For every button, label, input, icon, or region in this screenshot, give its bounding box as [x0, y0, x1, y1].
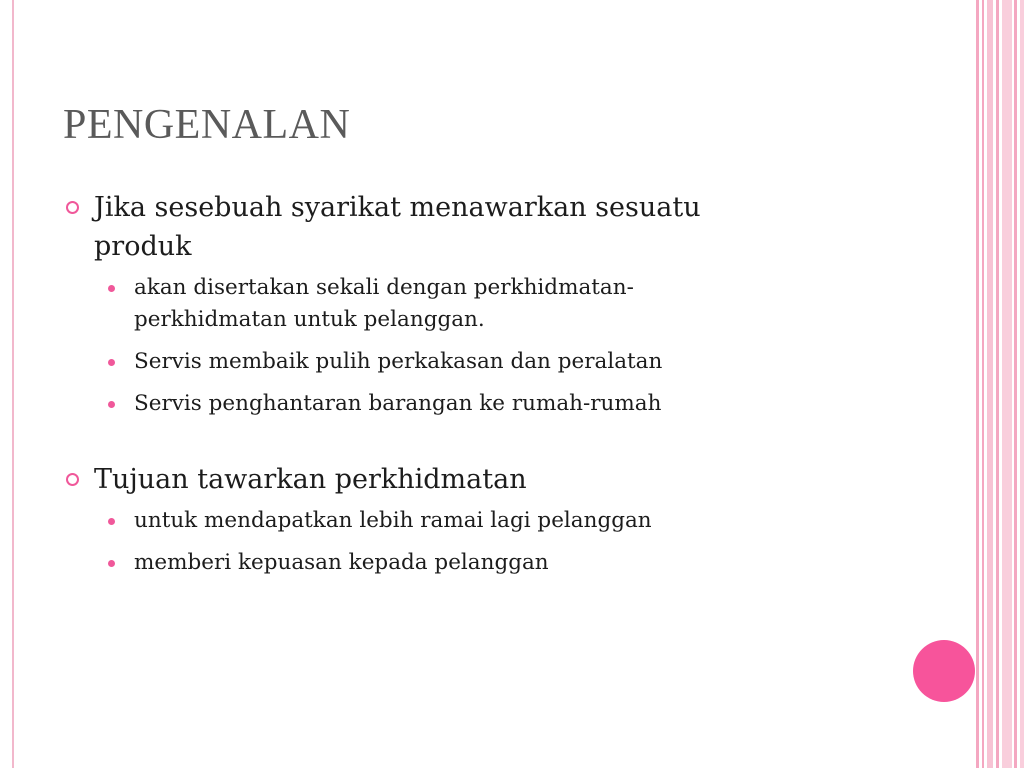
sub-bullet-list: [64, 505, 844, 579]
stripe: [976, 0, 979, 768]
stripe: [996, 0, 999, 768]
right-decorative-stripes: [976, 0, 1024, 768]
stripe: [987, 0, 993, 768]
bullet-text-line: Tujuan tawarkan perkhidmatan: [94, 464, 527, 495]
sub-bullet-item: [64, 547, 844, 579]
bullet-item: [64, 460, 844, 499]
sub-bullet-text-line: Servis membaik pulih perkakasan dan peralatan: [134, 349, 663, 374]
dot-bullet-icon: [108, 285, 115, 292]
slide-content: [64, 188, 844, 589]
dot-bullet-icon: [108, 560, 115, 567]
dot-bullet-icon: [108, 401, 115, 408]
sub-bullet-item: [64, 346, 844, 378]
sub-bullet-text-line: untuk mendapatkan lebih ramai lagi pelanggan: [134, 508, 652, 533]
stripe: [982, 0, 984, 768]
sub-bullet-text-line: akan disertakan sekali dengan perkhidmatan-: [134, 275, 634, 300]
stripe: [1002, 0, 1012, 768]
stripe: [1020, 0, 1024, 768]
sub-bullet-list: [64, 272, 844, 420]
sub-bullet-text-line: Servis penghantaran barangan ke rumah-rumah: [134, 391, 662, 416]
spacer: [64, 430, 844, 460]
bullet-item: [64, 188, 844, 266]
bullet-text-line: Jika sesebuah syarikat menawarkan sesuatu: [94, 192, 701, 223]
stripe: [1014, 0, 1017, 768]
sub-bullet-text-line: perkhidmatan untuk pelanggan.: [134, 307, 485, 332]
sub-bullet-text-line: memberi kepuasan kepada pelanggan: [134, 550, 549, 575]
bullet-text-line: produk: [94, 231, 192, 262]
dot-bullet-icon: [108, 359, 115, 366]
sub-bullet-item: [64, 388, 844, 420]
ring-bullet-icon: [66, 201, 79, 214]
dot-bullet-icon: [108, 518, 115, 525]
sub-bullet-item: [64, 505, 844, 537]
slide-title: PENGENALAN: [63, 102, 351, 148]
ring-bullet-icon: [66, 473, 79, 486]
left-border-line: [12, 0, 14, 768]
sub-bullet-item: [64, 272, 844, 336]
pink-circle-decoration-icon: [913, 640, 975, 702]
